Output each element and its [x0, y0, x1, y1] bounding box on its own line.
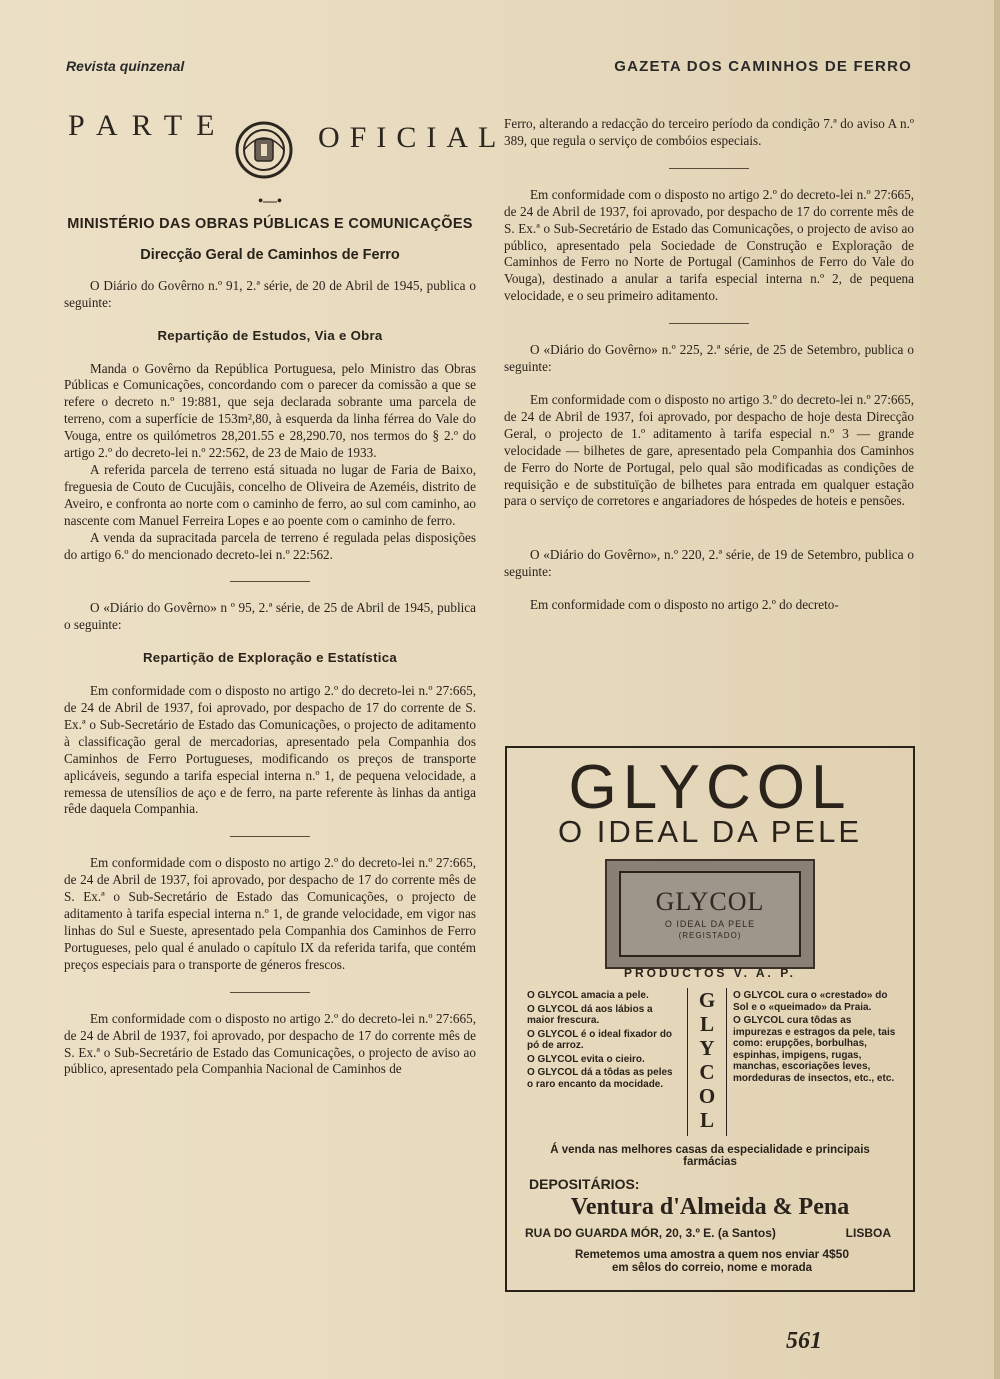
vertical-letter: Y — [699, 1036, 715, 1060]
ad-subtitle: O IDEAL DA PELE — [557, 814, 863, 849]
paragraph: O Diário do Govêrno n.º 91, 2.ª série, de 20 de Abril de 1945, publica o seguinte: — [64, 277, 476, 310]
sample-text: Remetemos uma amostra a quem nos enviar — [574, 1249, 820, 1261]
benefit-item: O GLYCOL cura o «crestado» do Sol e o «queimado» da Praia. — [733, 990, 888, 1013]
banner-word-parte: PARTE — [68, 109, 229, 142]
paragraph: Em conformidade com o disposto no artigo 2.º do decreto-lei n.º 27:665, de 24 de Abril de 1937, foi aprovado, por despacho de 17 do corrente mês de S. Ex.ª o Sub-Secretário de Estado das Comunicações, o projecto de aviso ao público, apresentado pela Companhia Nacional de Caminhos de — [64, 1010, 476, 1077]
firm-city: LISBOA — [845, 1226, 891, 1240]
sale-note: Á venda nas melhores casas da especialidade e principais farmácias — [550, 1144, 870, 1168]
header-right: GAZETA DOS CAMINHOS DE FERRO — [614, 58, 912, 75]
section-banner — [64, 109, 507, 186]
vertical-letter: C — [699, 1060, 715, 1084]
paragraph: Em conformidade com o disposto no artigo 2.º do decreto-lei n.º 27:665, de 24 de Abril de 1937, foi aprovado, por despacho de 17 do corrente mês de S. Ex.ª o Sub-Secretário de Estado das Comunicações, o projecto de aviso ao público, apresentado pela Sociedade de Construção e Exploração de Caminhos de Ferro no Norte de Portugal (Caminhos de Ferro do Vale do Vouga), destinado a anular a tarifa especial interna n.º 2, de pequena velocidade, e o seu primeiro aditamento. — [504, 186, 914, 304]
sample-text-2: em sêlos do correio, nome e morada — [611, 1262, 813, 1274]
page-edge — [994, 0, 1000, 1379]
firm-address: RUA DO GUARDA MÓR, 20, 3.º E. (a Santos) — [525, 1226, 776, 1240]
benefit-item: O GLYCOL cura tôdas as impurezas e estragos da pele, tais como: erupções, borbulhas, espinhas, impigens, rugas, manchas, escoriações leves, mordeduras de insectos, etc., etc. — [733, 1015, 896, 1084]
benefit-item: O GLYCOL amacia a pele. — [527, 990, 649, 1001]
paragraph: A venda da supracitada parcela de terreno é regulada pelas disposições do artigo 6.º do mencionado decreto-lei n.º 22:562. — [64, 529, 476, 562]
paragraph: Em conformidade com o disposto no artigo 3.º do decreto-lei n.º 27:665, de 24 de Abril de 1937, foi aprovado, por despacho de hoje desta Direcção Geral, o projecto de 1.º aditamento à tarifa especial n.º 3 — grande velocidade — bilhetes de gare, apresentado pela Companhia dos Caminhos de Ferro do Norte de Portugal, pelo qual são modificadas as condições de requisição e de substituïção de bilhetes para entrada em qualquer estação para o serviço de corretores e angariadores de hóspedes de hoteis e pensões. — [504, 391, 914, 509]
vertical-letter: G — [698, 988, 716, 1012]
page-number: 561 — [786, 1328, 822, 1354]
paragraph: O «Diário do Govêrno» n.º 225, 2.ª série, de 25 de Setembro, publica o seguinte: — [504, 342, 914, 375]
vertical-letter: O — [698, 1084, 716, 1108]
paragraph: O «Diário do Govêrno» n º 95, 2.ª série, de 25 de Abril de 1945, publica o seguinte: — [64, 600, 476, 633]
jar-tagline: O IDEAL DA PELE — [664, 919, 756, 929]
banner-word-oficial: OFICIAL — [318, 121, 507, 154]
sample-offer — [527, 1248, 897, 1275]
paragraph: Manda o Govêrno da República Portuguesa, pelo Ministro das Obras Públicas e Comunicações, concordando com o parecer da comissão a que se refere o decreto n.º 19:881, que seja declarada sobrante uma parcela de terreno, com a superfície de 153m²,80, à esquerda da linha férrea do Vale do Vouga, entre os quilómetros 28,201.55 e 28,290.70, nos termos do § 2.º do artigo 2.º do decreto-lei n.º 22:562, de 23 de Maio de 1933. — [64, 360, 476, 461]
direction-heading: Direcção Geral de Caminhos de Ferro — [140, 246, 400, 263]
benefit-item: O GLYCOL evita o cieiro. — [527, 1053, 645, 1065]
left-column — [64, 109, 507, 1078]
producer-line: PRODUCTOS V. A. P. — [623, 966, 797, 980]
jar-label — [619, 871, 801, 957]
vertical-letter: L — [699, 1108, 714, 1132]
benefit-item: O GLYCOL dá aos lábios a maior frescura. — [527, 1003, 653, 1026]
paragraph: Em conformidade com o disposto no artigo 2.º do decreto-lei n.º 27:665, de 24 de Abril de 1937, foi aprovado, por despacho de 17 do corrente de S. Ex.ª o Sub-Secretário de Estado das Comunicações, o projecto de aditamento à classificação geral de mercadorias, apresentado pela Companhia dos Caminhos de Ferro Portugueses, modificando os preços de transporte aplicáveis, segundo a tarifa especial interna n.º 1, de pequena velocidade, a remessa de utensílios de aço e de ferro, na parte referente às linhas da antiga rêde daquela Companhia. — [64, 683, 476, 817]
glycol-advertisement — [505, 746, 915, 1292]
divider — [230, 836, 310, 837]
ornament-dash: •—• — [258, 194, 282, 209]
ministry-heading: MINISTÉRIO DAS OBRAS PÚBLICAS E COMUNICAÇÕES — [67, 216, 473, 232]
vertical-letter: L — [699, 1012, 714, 1036]
paragraph: O «Diário do Govêrno», n.º 220, 2.ª série, de 19 de Setembro, publica o seguinte: — [504, 547, 914, 580]
product-jar-image — [605, 859, 815, 969]
right-column — [504, 116, 914, 614]
depositarios-label: DEPOSITÁRIOS: — [529, 1176, 640, 1192]
benefits-left — [527, 990, 679, 1092]
divider — [230, 581, 310, 582]
jar-brand: GLYCOL — [655, 887, 765, 916]
header-left: Revista quinzenal — [66, 58, 185, 74]
paragraph: Ferro, alterando a redacção do terceiro período da condição 7.ª do aviso A n.º 389, que regula o serviço de combóios especiais. — [504, 116, 914, 148]
divider — [669, 323, 749, 324]
paragraph: A referida parcela de terreno está situada no lugar de Faria de Baixo, freguesia de Couto de Cucujãis, concelho de Oliveira de Azeméis, distrito de Aveiro, e confronta ao norte com o caminho de ferro, ao sul com caminho, ao nascente com Manuel Ferreira Lopes e ao poente com o caminho de ferro. — [64, 461, 476, 528]
sample-price: 4$50 — [822, 1247, 850, 1261]
section-heading-estudos: Repartição de Estudos, Via e Obra — [157, 327, 383, 343]
jar-registered: (REGISTADO) — [678, 931, 742, 940]
paragraph: Em conformidade com o disposto no artigo 2.º do decreto-lei n.º 27:665, de 24 de Abril de 1937, foi aprovado, por despacho de 17 do corrente mês de S. Ex.ª o Sub-Secretário de Estado das Comunicações, o projecto de aditamento à tarifa especial interna n.º 1, de grande velocidade, em vigor nas linhas do Sul e Sueste, apresentado pela Companhia dos Caminhos de Ferro Portugueses, pelo qual é anulado o capítulo IX da referida tarifa, que contém preços especiais para o transporte de géneros frescos. — [64, 855, 476, 972]
firm-name: Ventura d'Almeida & Pena — [570, 1194, 850, 1220]
divider — [230, 992, 310, 993]
ad-title: GLYCOL — [568, 753, 852, 822]
coat-of-arms-icon — [234, 120, 294, 180]
vertical-brand — [687, 988, 727, 1136]
paragraph: Em conformidade com o disposto no artigo 2.º do decreto- — [530, 597, 839, 613]
divider — [669, 168, 749, 169]
benefit-item: O GLYCOL é o ideal fixador do pó de arroz. — [527, 1028, 673, 1051]
benefits-right — [733, 990, 897, 1086]
section-heading-exploracao: Repartição de Exploração e Estatística — [142, 650, 397, 666]
divider — [669, 528, 749, 529]
benefit-item: O GLYCOL dá a tôdas as peles o raro encanto da mocidade. — [527, 1067, 673, 1090]
